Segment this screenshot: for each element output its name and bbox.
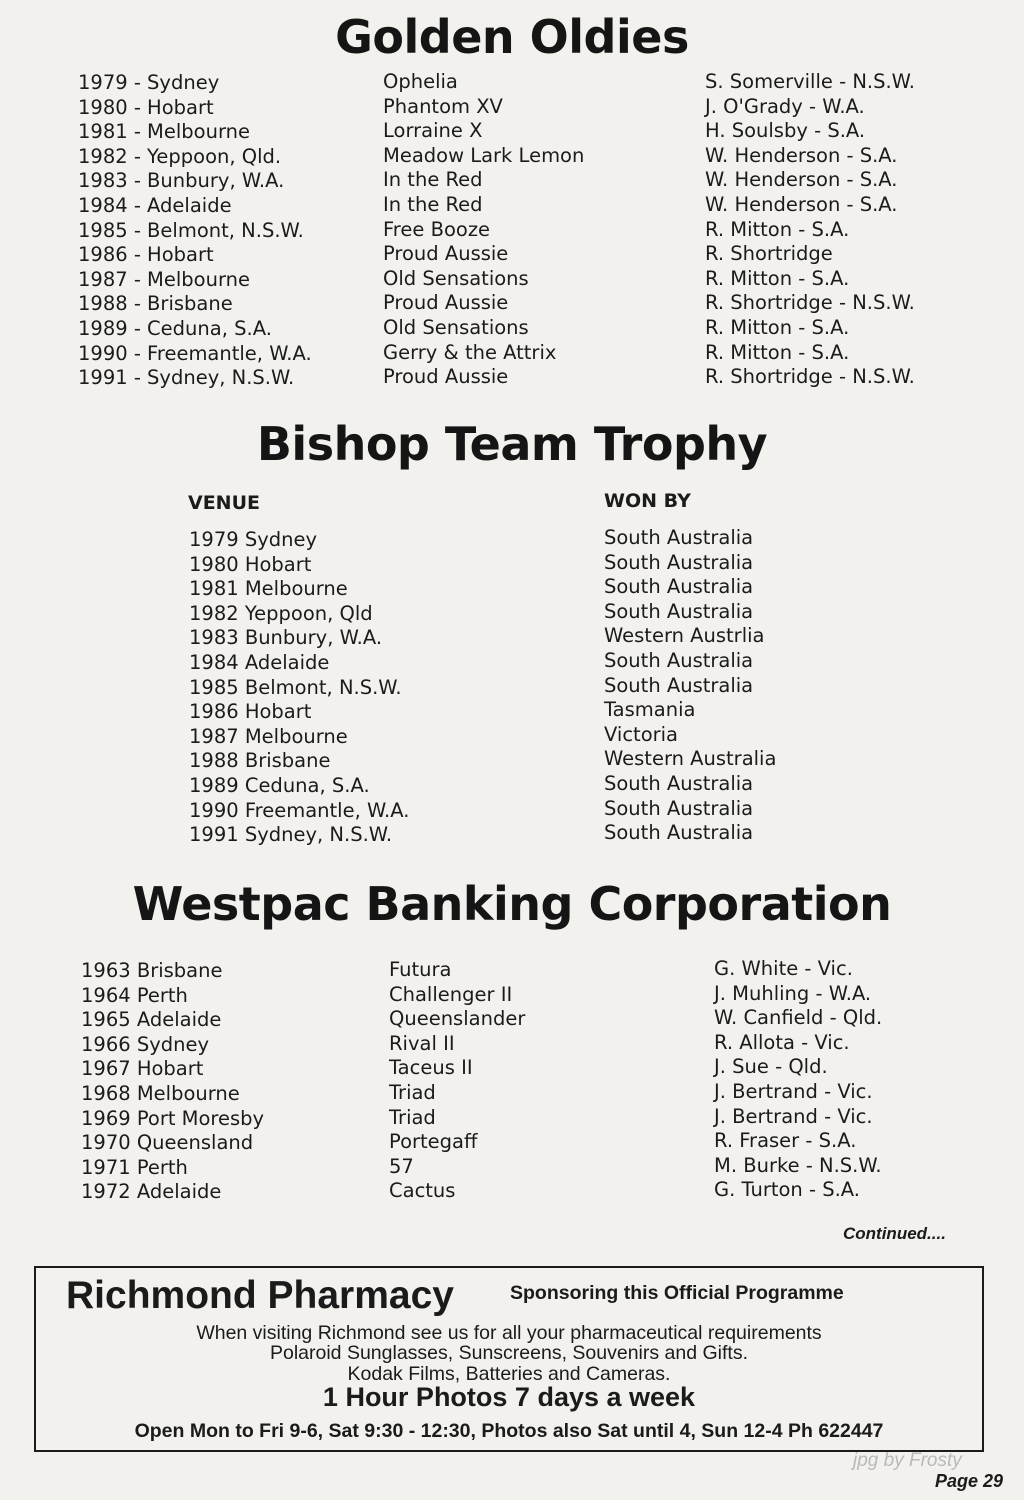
list-item: Rival II <box>389 1031 455 1055</box>
list-item: 1991 - Sydney, N.S.W. <box>78 366 295 390</box>
list-item: W. Henderson - S.A. <box>705 143 898 167</box>
list-item: South Australia <box>604 575 754 599</box>
list-item: In the Red <box>383 168 483 192</box>
list-item: Futura <box>389 958 452 981</box>
list-item: Gerry & the Attrix <box>383 340 557 364</box>
list-item: South Australia <box>604 821 754 845</box>
list-item: 1964 Perth <box>81 983 188 1007</box>
list-item: Cactus <box>389 1179 456 1203</box>
westpac-venues <box>81 959 264 1205</box>
list-item: R. Mitton - S.A. <box>705 217 850 241</box>
list-item: 1988 - Brisbane <box>78 292 233 316</box>
list-item: Old Sensations <box>383 315 529 339</box>
list-item: Lorraine X <box>383 119 483 143</box>
list-item: 1969 Port Moresby <box>81 1106 265 1130</box>
list-item: 1988 Brisbane <box>189 749 331 773</box>
list-item: Phantom XV <box>383 94 503 118</box>
list-item: Ophelia <box>383 70 458 93</box>
list-item: 1979 - Sydney <box>78 71 220 94</box>
list-item: 1966 Sydney <box>81 1032 210 1056</box>
pharmacy-name: Richmond Pharmacy <box>66 1274 454 1317</box>
list-item: R. Shortridge - N.S.W. <box>705 365 915 389</box>
list-item: R. Mitton - S.A. <box>705 315 850 339</box>
list-item: R. Mitton - S.A. <box>705 266 850 290</box>
ad-opening-hours: Open Mon to Fri 9-6, Sat 9:30 - 12:30, Photos also Sat until 4, Sun 12-4 Ph 622447 <box>134 1420 884 1442</box>
won-by-header: WON BY <box>604 490 691 512</box>
list-item: 1987 - Melbourne <box>78 267 250 291</box>
list-item: In the Red <box>383 192 483 216</box>
list-item: 1989 - Ceduna, S.A. <box>78 316 272 340</box>
list-item: 1963 Brisbane <box>81 959 223 982</box>
list-item: South Australia <box>604 599 754 623</box>
continued-note: Continued.... <box>843 1224 946 1243</box>
list-item: Queenslander <box>389 1007 526 1031</box>
list-item: 1971 Perth <box>81 1155 188 1179</box>
list-item: Old Sensations <box>383 266 529 290</box>
list-item: 1990 Freemantle, W.A. <box>189 798 410 822</box>
list-item: Challenger II <box>389 982 513 1006</box>
list-item: R. Mitton - S.A. <box>705 340 850 364</box>
westpac-boats <box>389 958 525 1204</box>
sponsor-text: Sponsoring this Official Programme <box>510 1282 844 1304</box>
list-item: Meadow Lark Lemon <box>383 143 585 167</box>
ad-line-2: Polaroid Sunglasses, Sunscreens, Souvenirs and Gifts. <box>269 1342 748 1364</box>
list-item: Western Austrlia <box>604 624 765 648</box>
list-item: Victoria <box>604 722 679 746</box>
bishop-venues <box>189 528 409 848</box>
list-item: Western Australia <box>604 747 777 771</box>
bishop-winners <box>604 526 776 846</box>
westpac-skippers <box>714 957 882 1203</box>
list-item: Portegaff <box>389 1130 478 1154</box>
venue-header: VENUE <box>188 492 260 514</box>
westpac-title: Westpac Banking Corporation <box>132 877 892 931</box>
list-item: W. Henderson - S.A. <box>705 168 898 192</box>
ad-line-1: When visiting Richmond see us for all your pharmaceutical requirements <box>196 1322 822 1344</box>
list-item: South Australia <box>604 771 754 795</box>
list-item: South Australia <box>604 796 754 820</box>
list-item: Triad <box>389 1105 436 1129</box>
list-item: 1986 - Hobart <box>78 243 214 267</box>
list-item: 1980 - Hobart <box>78 95 214 119</box>
list-item: J. Muhling - W.A. <box>714 981 872 1005</box>
list-item: 1986 Hobart <box>189 700 312 724</box>
list-item: South Australia <box>604 526 754 549</box>
page-number: Page 29 <box>935 1471 1004 1491</box>
list-item: 57 <box>389 1154 414 1178</box>
list-item: 1981 Melbourne <box>189 577 348 601</box>
ad-photo-offer: 1 Hour Photos 7 days a week <box>322 1382 696 1412</box>
list-item: 1970 Queensland <box>81 1131 254 1155</box>
golden-oldies-title: Golden Oldies <box>335 10 689 64</box>
golden-oldies-venues <box>78 71 312 391</box>
list-item: Proud Aussie <box>383 291 509 315</box>
list-item: 1984 Adelaide <box>189 650 330 674</box>
list-item: 1985 Belmont, N.S.W. <box>189 675 402 699</box>
list-item: Free Booze <box>383 217 491 241</box>
list-item: 1968 Melbourne <box>81 1081 240 1105</box>
list-item: J. O'Grady - W.A. <box>705 94 865 118</box>
list-item: G. White - Vic. <box>714 957 853 980</box>
list-item: 1983 Bunbury, W.A. <box>189 626 383 650</box>
list-item: Tasmania <box>604 698 696 722</box>
list-item: 1967 Hobart <box>81 1057 204 1081</box>
list-item: H. Soulsby - S.A. <box>705 119 866 143</box>
list-item: 1972 Adelaide <box>81 1180 222 1204</box>
list-item: 1965 Adelaide <box>81 1008 222 1032</box>
list-item: M. Burke - N.S.W. <box>714 1153 882 1177</box>
golden-oldies-boats <box>383 70 584 390</box>
list-item: W. Canfield - Qld. <box>714 1006 883 1030</box>
list-item: 1991 Sydney, N.S.W. <box>189 823 393 847</box>
list-item: J. Bertrand - Vic. <box>714 1104 873 1128</box>
list-item: South Australia <box>604 550 754 574</box>
list-item: R. Fraser - S.A. <box>714 1129 857 1153</box>
list-item: 1985 - Belmont, N.S.W. <box>78 218 304 242</box>
list-item: G. Turton - S.A. <box>714 1178 860 1202</box>
list-item: J. Bertrand - Vic. <box>714 1079 873 1103</box>
list-item: Taceus II <box>389 1056 473 1080</box>
list-item: 1984 - Adelaide <box>78 193 232 217</box>
list-item: South Australia <box>604 673 754 697</box>
list-item: R. Shortridge <box>705 242 833 266</box>
list-item: 1989 Ceduna, S.A. <box>189 773 370 797</box>
list-item: Proud Aussie <box>383 365 509 389</box>
list-item: S. Somerville - N.S.W. <box>705 70 915 93</box>
bishop-trophy-title: Bishop Team Trophy <box>256 417 768 471</box>
scan-credit: jpg by Frosty <box>853 1450 962 1471</box>
list-item: 1982 - Yeppoon, Qld. <box>78 144 282 168</box>
golden-oldies-skippers <box>705 70 915 390</box>
list-item: J. Sue - Qld. <box>714 1055 828 1079</box>
ad-line-3: Kodak Films, Batteries and Cameras. <box>347 1363 671 1385</box>
list-item: South Australia <box>604 648 754 672</box>
list-item: 1979 Sydney <box>189 528 318 551</box>
list-item: W. Henderson - S.A. <box>705 192 898 216</box>
list-item: R. Shortridge - N.S.W. <box>705 291 915 315</box>
list-item: 1981 - Melbourne <box>78 120 250 144</box>
list-item: 1980 Hobart <box>189 552 312 576</box>
list-item: 1990 - Freemantle, W.A. <box>78 341 312 365</box>
list-item: R. Allota - Vic. <box>714 1030 850 1054</box>
list-item: Triad <box>389 1080 436 1104</box>
pharmacy-advert <box>34 1266 984 1452</box>
list-item: 1983 - Bunbury, W.A. <box>78 169 285 193</box>
list-item: Proud Aussie <box>383 242 509 266</box>
list-item: 1987 Melbourne <box>189 724 348 748</box>
list-item: 1982 Yeppoon, Qld <box>189 601 373 625</box>
